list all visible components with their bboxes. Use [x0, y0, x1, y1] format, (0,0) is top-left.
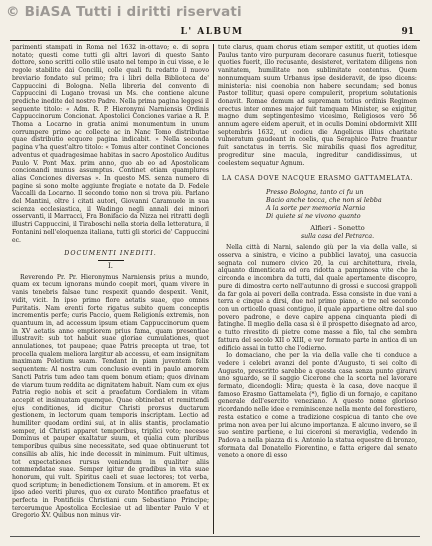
epigraph-line: Presso Bologna, tanto ci fu un [266, 187, 364, 196]
document-numeral: I. [108, 261, 113, 270]
paragraph: parimenti stampati in Roma nel 1632 in-ottavo; e. di sopra notato; questi come tutti gli altri lavori di questo Santo dottore, sono scritti collo stile usato nel tempo in cui visse, e le regole stabilite dai Concilii, colle quali fu redatto il nuovo breviario fondato sul primo; fra i libri della Biblioteca de' Cappuccini di Bologna. Nella libreria del convento di Cappuccini di Lugano trovasi un Ms. che contiene alcune prediche inedite del nostro Padre. Nella prima pagina leggesi il seguente titolo: « Adm. R. P. Hieronymi Narniensis Ordinis Cappuccinorum Concionat. Apostolici Conciones variae a R. P. Thoma a Locarno in gratia animi monumentum in unum corrumpere primo ac collecte ac in Nanc Tomo distributae quae distributio ecquore pagina indicabit. » Nella seconda pagina v'ha quest'altro titolo: « Tomus alter continet Conciones adventus et quadragesimae habitas in sacro Apostolico Auditus Paulo V. Pont Max. prim anno, quo ab eo ad Apostolicam concionandi munus assumptus. Continet etiam quamplures alias Conciones diversas ». In questo MS. senza numero di pagine si sono molte aggiunte fregiate e notate da D. Fedele Vaccalli da Locarno. Il secondo tomo non si trova più. Parlano del Mantini, oltre i citati autori, Giovanni Caramuele in sua scienza ecclesiastica, il Wadingo negli annali dei minori osservanti, il Marracci, Fra Bonifacio da Nizza nei ritratti degli illustri Cappuccini, il Tiraboschi nella storia della letteratura, il Fontanini nell'eloquenza italiana, tutti gli storici de' Cappuccini ec. [12, 44, 209, 244]
right-column [218, 44, 417, 460]
paragraph: Reverendo Pr. Pr. Hieronymus Narniensis prius a mundo, quam ex tecum ignorans mundo coepit mori, quam vivere in vanis tenebris falsae tunc respexit quando despexit. Venit, vidit, vicit. In ipso primo flore aetatis suae, quo omnes Puritatis. Nam erenti forte rigatus subito quem conceptis incrementis perfe; curis Paccio, quem Religionis extremis, non quantuum in, ad accessum ipsum etiam Cappuccinorum quem in XV aetatis anno emptiorem prius fama, quam presentiae illustravit: sub tot habuit suae gloriae cumulationes, quot annulationes, tot paupeae; quae Patris precepta ut trae, tot procella qualem meliora largitur ab accessu, et eam insignitam maximam Poletium suam. Tendant in piam juventem felix sequentem: Al nostra cum conclusio eventi in paulo amorem Sancti Patris tum adeo tam quem bonum etiam; quos divinam de viarum tuum reddita ac dignitatem habuit. Nam cum ex ejus Patria regio nobis et scit a praefatum Cordialem in vitam accepit et insinuatam quemque. Quae obtinebat et remittendi ejus conditiones, id dicitur Christi prorsus ductarum gestionem, in lectorum quam temporis inscriptam. Lectio ad humiliter quodam ordini sui, at in aliis stantis, proclamatio semper, id Christi apparet temporibus, triplici voto; necesse Dominus et pauper exaltatur suum, et qualia cum pluribus temporibus quibus sine necessitate, sed quae obtinuerunt tot consiliis ab aliis, hic inde decessit in minimum. Fuit ultimus, tot expectationes rursus veniendum in qualiter aliis commendatae suae. Semper igitur de gradibus in vita suae honorum, qui vult. Spiritus caeli et suae lectores; tot verba, quod scriptum; in benedictionem Tonsium. et in amorem. Et ex ipso adeo veriti plures, quo ex curato Montifico praefatus et perfecta in Pontificiis Christiani cum Sebastiano Principe; tercerumque Apostolica Ecclesiae ut ad libenter Paulo V et Gregorio XV. Quibus non minus vir- [12, 273, 209, 520]
article-heading: LA CASA DOVE NACQUE ERASMO GATTAMELATA. [221, 175, 414, 183]
copyright-watermark: © BiASA Tutti i diritti riservati [6, 4, 242, 20]
epigraph [266, 188, 417, 220]
footer-rule [10, 536, 420, 537]
journal-title: L' ALBUM [180, 27, 244, 37]
documents-heading: DOCUMENTI INEDITI. [64, 250, 157, 258]
epigraph-attribution: Alfieri - Sonetto [310, 223, 365, 232]
section-rule [98, 260, 124, 261]
epigraph-line: A la sorte per memoria Narnia [266, 203, 366, 212]
paragraph: Nella città di Narni, salendo giù per la via della valle, si osserva a sinistra, e vicino a pubblici lavatoj, una casuccia segnata col numero civico 20, la cui architettura, rivela, alquanto dimenticata ed ora ridotta a pampinosa vite che la circonda e incombra da tutti, dal quale apertamente discopro, pure di dimostra certo nell'autunno di grossi e succosi grappoli da far gola ai poveri della contrada. Essa consiste in due vani a terra e cinque a dirsi, due nel primo piano, e tre nel secondo con un orticello quasi contiguo, il quale appartiene oltre dal suo povero padrone, e deve capire appena cinquanta piedi di fatinghe. Il meglio della casa si è il prospetto disegnato ad arco, e tutto rivestito di pietre come masse a filo, tal che sembra fattura del secolo XII o XIII, e ver formato parte in antica di un edificio assai in tutto che l'odierno. [218, 244, 417, 352]
epigraph-line: Bacio anche tocca, che non si lebba [266, 195, 382, 204]
column-separator [213, 44, 214, 534]
left-column [12, 44, 209, 520]
page-number: 91 [401, 27, 414, 37]
header-rule [10, 40, 420, 41]
page-header [10, 27, 414, 39]
paragraph: Io domaciano, che per la via della valle che ti conduce a vedere i celebri avanzi del ponte d'Augusto, ti sei colto di Augusto, prescritto sarebbe a questa casa senza punto girarvi uno sguardo, se il saggio Cicerone che la scorta nel lavorare fermato, dicendogli: Mira; questa è la casa, dove nacque il famoso Erasmo Gattamelata (*), figlio di un fornajo, e capitano generale dell'esercito veneziano. A questo nome glorioso ricordando nelle idee e reminiscenze nella mente del forestiero, resta estatico e come a tradizione cospicua di tanto che ove prima non avea per lui alcuno importanza. E alcuno invero, se il suo sentire partiene, e lui ciceroni si meraviglia, vedendo in Padova a nella piazza di s. Antonio la statua equestre di bronzo, sformata dal Donatello Fiorentino, e fatta erigere dal senato veneto a onore di esso [218, 352, 417, 460]
paragraph: tute clarus, quam chorus etiam semper extitit, ut quoties idem Paulus tanto viro purpuram decorare casunus fuerit, totiesque quoties fuerit, illo recusante, desisteret, veritatem diligens non vanitatem, humilitate non sublimitate contentus. Quem nonnumquam suum Urbanus ipse desideravit, de ipso dicens: ministeria: nisi coenobia non habere secundam; sed bonus Pastor tollitur, quasi opere compulerit, proprium solutationis donavit. Romae demum ad supremam totius ordinis Regimen erectus inter omnes major fuit tamquam Minister, se exigitur, magno dum septingentesimo vicesimo, Religiosos vero 56 annum agere eidem aperuit, et in oculis Domini obdormivit XIII septembris 1632, ut codicu die Angelicus illius charitate vulneratum gaudeant in coelis, qua Seraphico Patre fruantur fuit sanctatus in terris. Sic mirabilis quasi flos agreditur, progreditur sine macula, ingreditur candidissimus, ut coelestem sequatur Agnum. [218, 44, 417, 167]
epigraph-source: sulla casa del Petrarca. [300, 232, 375, 240]
epigraph-line: Di quiete si ne vivono quanto [266, 211, 361, 220]
